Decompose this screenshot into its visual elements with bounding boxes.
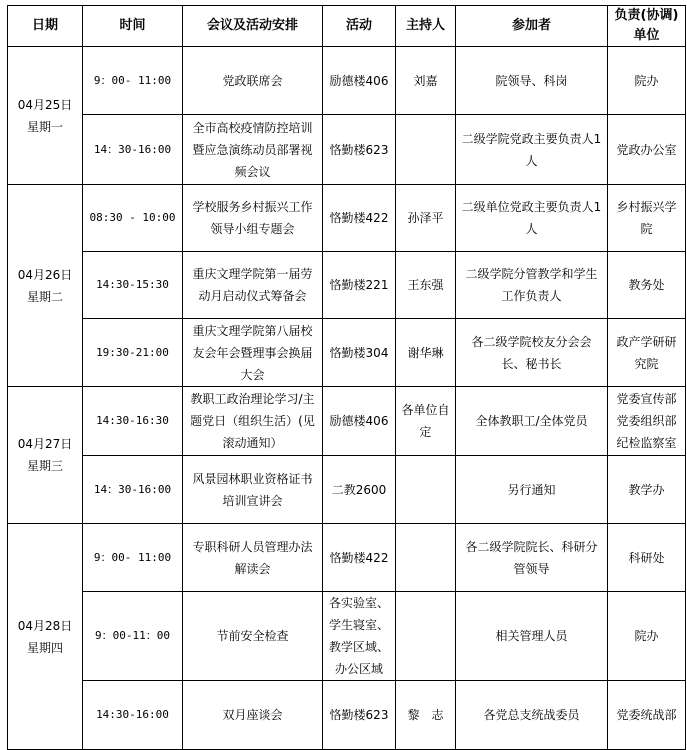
unit-cell: 党委统战部 [608, 681, 686, 750]
participants-cell: 二级学院分管教学和学生工作负责人 [456, 252, 608, 319]
participants-cell: 二级单位党政主要负责人1人 [456, 185, 608, 252]
time-cell: 14:30-15:30 [83, 252, 183, 319]
table-row [8, 115, 686, 185]
location-cell: 恪勤楼422 [323, 185, 396, 252]
agenda-cell: 专职科研人员管理办法解读会 [183, 524, 323, 592]
time-cell: 9：00- 11:00 [83, 524, 183, 592]
time-cell: 9：00- 11:00 [83, 47, 183, 115]
agenda-cell: 重庆文理学院第一届劳动月启动仪式筹备会 [183, 252, 323, 319]
host-cell [396, 115, 456, 185]
unit-cell: 党委宣传部 党委组织部 纪检监察室 [608, 387, 686, 456]
table-row [8, 387, 686, 456]
location-cell: 二教2600 [323, 456, 396, 524]
schedule-table [7, 5, 686, 750]
participants-cell: 另行通知 [456, 456, 608, 524]
agenda-cell: 教职工政治理论学习/主题党日（组织生活）(见滚动通知） [183, 387, 323, 456]
host-cell [396, 592, 456, 681]
weekday-label: 星期四 [26, 640, 63, 655]
agenda-cell: 节前安全检查 [183, 592, 323, 681]
host-cell: 孙泽平 [396, 185, 456, 252]
header-location: 活动 [323, 6, 396, 47]
unit-cell: 科研处 [608, 524, 686, 592]
location-cell: 恪勤楼221 [323, 252, 396, 319]
header-unit: 负责(协调)单位 [608, 6, 686, 47]
time-cell: 19:30-21:00 [83, 319, 183, 387]
unit-cell: 院办 [608, 592, 686, 681]
participants-cell: 各二级学院校友分会会长、秘书长 [456, 319, 608, 387]
time-cell: 14：30-16:00 [83, 456, 183, 524]
location-cell: 恪勤楼623 [323, 115, 396, 185]
date-label: 04月27日 [17, 437, 73, 451]
unit-cell: 教务处 [608, 252, 686, 319]
host-cell: 王东强 [396, 252, 456, 319]
agenda-cell: 全市高校疫情防控培训暨应急演练动员部署视频会议 [183, 115, 323, 185]
location-cell: 恪勤楼304 [323, 319, 396, 387]
weekday-label: 星期二 [26, 289, 63, 304]
location-cell: 恪勤楼623 [323, 681, 396, 750]
location-cell: 励德楼406 [323, 47, 396, 115]
weekday-label: 星期三 [26, 459, 63, 473]
participants-cell: 各党总支统战委员 [456, 681, 608, 750]
weekday-label: 星期一 [26, 119, 63, 134]
table-row [8, 252, 686, 319]
date-label: 04月28日 [17, 618, 73, 633]
unit-cell: 党政办公室 [608, 115, 686, 185]
time-cell: 9：00-11：00 [83, 592, 183, 681]
header-date: 日期 [8, 6, 83, 47]
header-time: 时间 [83, 6, 183, 47]
date-label: 04月25日 [17, 97, 73, 112]
agenda-cell: 重庆文理学院第八届校友会年会暨理事会换届大会 [183, 319, 323, 387]
host-cell [396, 524, 456, 592]
unit-cell: 教学办 [608, 456, 686, 524]
date-label: 04月26日 [17, 267, 73, 282]
location-cell: 各实验室、学生寝室、教学区域、办公区域 [323, 592, 396, 681]
time-cell: 08:30 - 10:00 [83, 185, 183, 252]
time-cell: 14：30-16:00 [83, 115, 183, 185]
host-cell: 黎 志 [396, 681, 456, 750]
header-agenda: 会议及活动安排 [183, 6, 323, 47]
date-cell [8, 524, 83, 750]
unit-cell: 院办 [608, 47, 686, 115]
participants-cell: 二级学院党政主要负责人1人 [456, 115, 608, 185]
table-row [8, 681, 686, 750]
unit-cell: 乡村振兴学院 [608, 185, 686, 252]
agenda-cell: 党政联席会 [183, 47, 323, 115]
agenda-cell: 双月座谈会 [183, 681, 323, 750]
host-cell [396, 456, 456, 524]
time-cell: 14:30-16:30 [83, 387, 183, 456]
participants-cell: 全体教职工/全体党员 [456, 387, 608, 456]
agenda-cell: 风景园林职业资格证书培训宣讲会 [183, 456, 323, 524]
location-cell: 励德楼406 [323, 387, 396, 456]
participants-cell: 院领导、科岗 [456, 47, 608, 115]
date-cell [8, 185, 83, 387]
agenda-cell: 学校服务乡村振兴工作领导小组专题会 [183, 185, 323, 252]
unit-cell: 政产学研研究院 [608, 319, 686, 387]
table-row [8, 456, 686, 524]
table-row [8, 319, 686, 387]
table-row [8, 592, 686, 681]
host-cell: 谢华琳 [396, 319, 456, 387]
table-row [8, 185, 686, 252]
participants-cell: 各二级学院院长、科研分管领导 [456, 524, 608, 592]
table-row [8, 524, 686, 592]
host-cell: 刘嘉 [396, 47, 456, 115]
header-host: 主持人 [396, 6, 456, 47]
location-cell: 恪勤楼422 [323, 524, 396, 592]
header-row [8, 6, 686, 47]
date-cell [8, 387, 83, 524]
participants-cell: 相关管理人员 [456, 592, 608, 681]
header-participants: 参加者 [456, 6, 608, 47]
host-cell: 各单位自定 [396, 387, 456, 456]
time-cell: 14:30-16:00 [83, 681, 183, 750]
table-row [8, 47, 686, 115]
date-cell [8, 47, 83, 185]
